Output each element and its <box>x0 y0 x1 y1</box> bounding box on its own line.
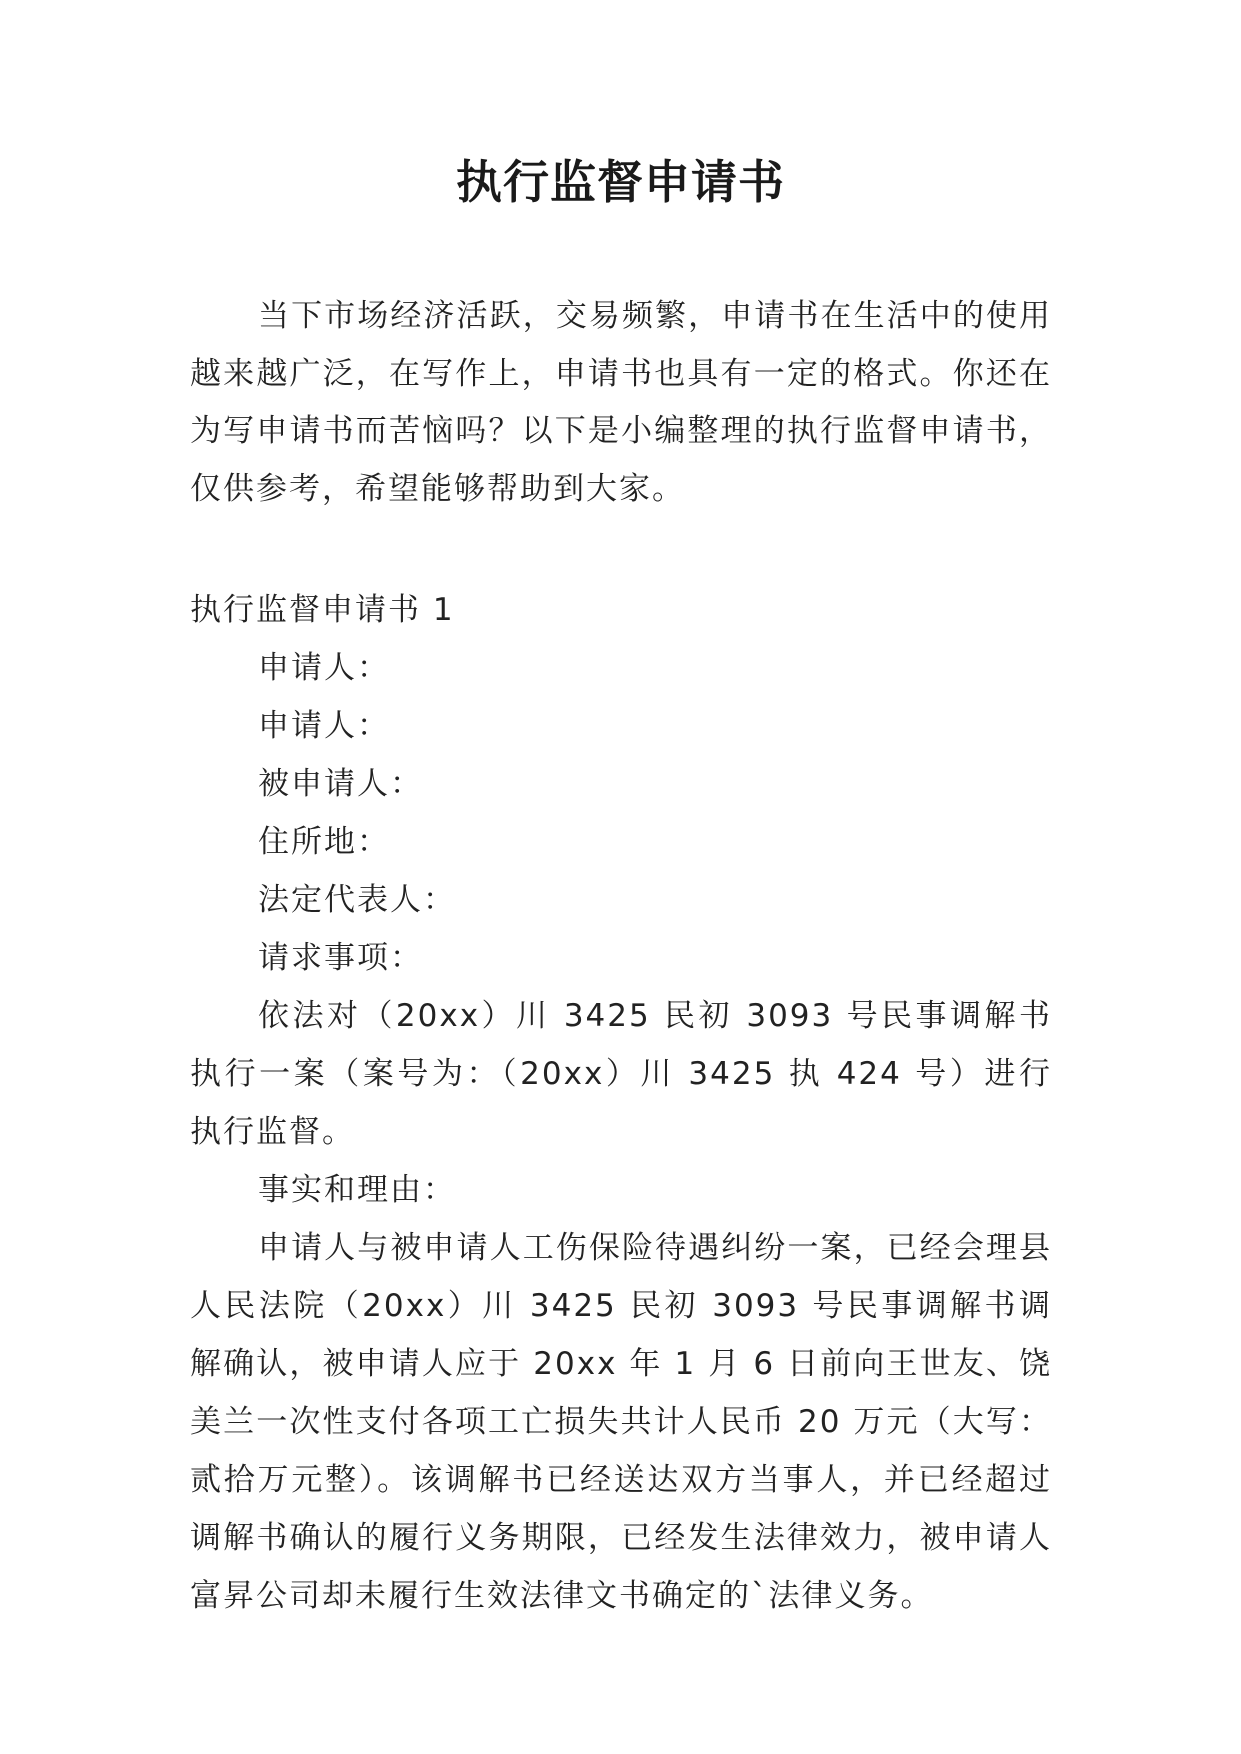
respondent-field: 被申请人： <box>258 766 423 802</box>
document-title: 执行监督申请书 <box>456 155 785 209</box>
applicant-field: 申请人： <box>258 650 390 686</box>
applicant-field-2: 申请人： <box>258 708 390 744</box>
legal-representative-field: 法定代表人： <box>258 882 456 918</box>
address-field: 住所地： <box>258 824 390 860</box>
request-paragraph: 依法对（20xx）川 3425 民初 3093 号民事调解书执行一案（案号为：（20xx）川 3425 执 424 号）进行执行监督。 <box>190 998 1052 1150</box>
facts-heading: 事实和理由： <box>258 1172 456 1208</box>
request-items-heading: 请求事项： <box>258 940 423 976</box>
facts-paragraph: 申请人与被申请人工伤保险待遇纠纷一案，已经会理县人民法院（20xx）川 3425 民初 3093 号民事调解书调解确认，被申请人应于 20xx 年 1 月 6 日前向王世友、饶美兰一次性支付各项工亡损失共计人民币 20 万元（大写：贰拾万元整）。该调解书已经送达双方当事人，并已经超过调解书确认的履行义务期限，已经发生法律效力，被申请人富昇公司却未履行生效法律文书确定的`法律义务。 <box>190 1230 1052 1614</box>
document-body <box>190 288 1052 1625</box>
intro-paragraph: 当下市场经济活跃，交易频繁，申请书在生活中的使用越来越广泛，在写作上，申请书也具有一定的格式。你还在为写申请书而苦恼吗？以下是小编整理的执行监督申请书，仅供参考，希望能够帮助到大家。 <box>190 298 1052 507</box>
section-title: 执行监督申请书 1 <box>190 592 455 628</box>
